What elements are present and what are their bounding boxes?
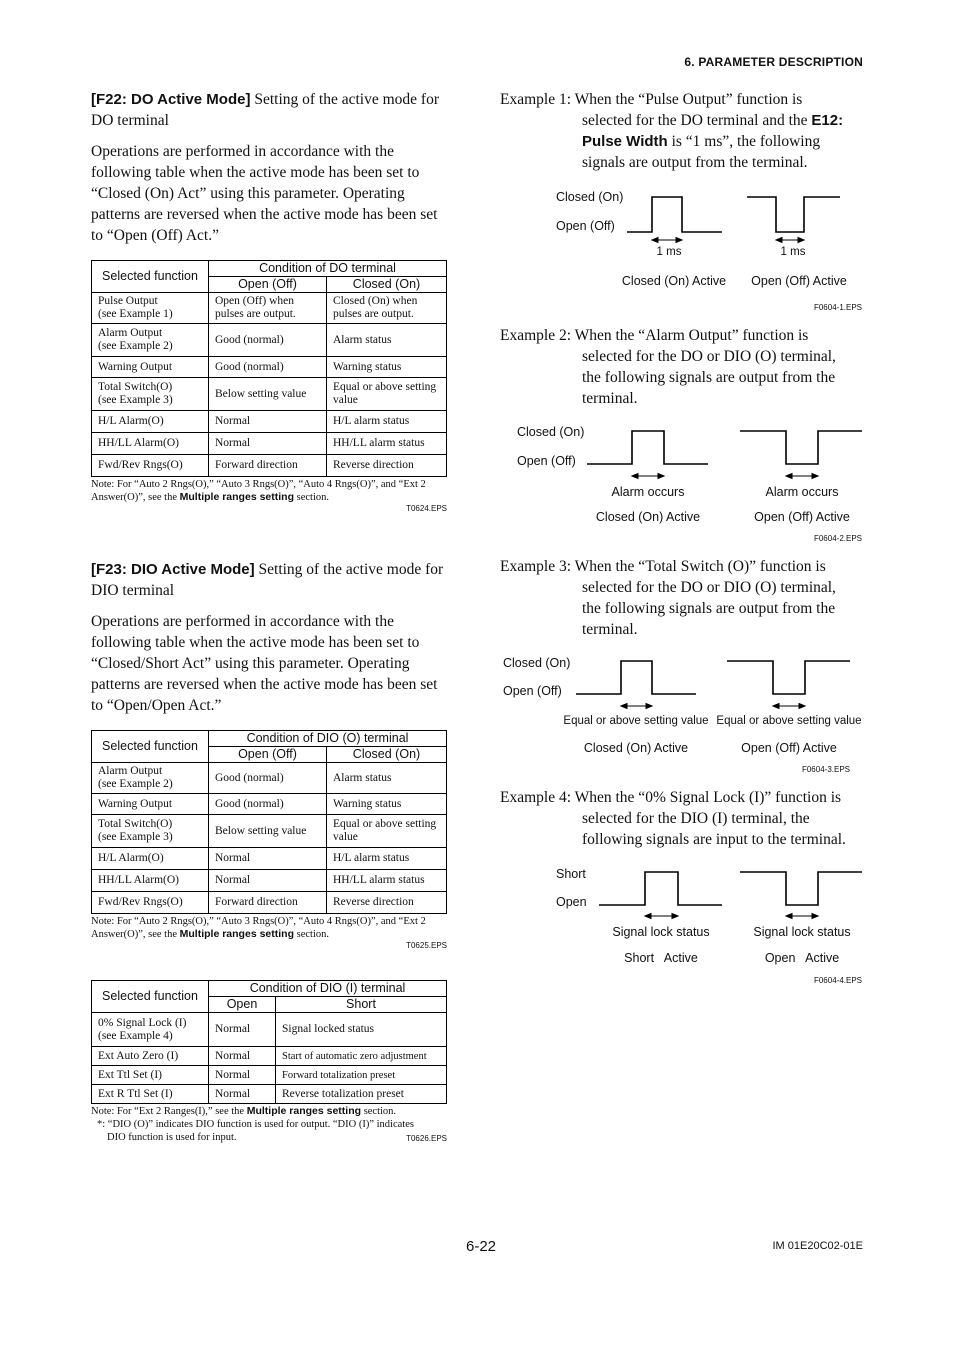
cell-col-b: Warning status: [327, 357, 447, 378]
example-3-line-1: Example 3: When the “Total Switch (O)” function is: [500, 558, 826, 575]
table-header-condition: Condition of DIO (O) terminal: [209, 731, 447, 747]
cell-function: HH/LL Alarm(O): [92, 433, 209, 455]
cell-function: Total Switch(O) (see Example 3): [92, 815, 209, 848]
table-header-selected: Selected function: [92, 981, 209, 1013]
note-text: Note: For “Auto 2 Rngs(O),” “Auto 3 Rngs(O)”, “Auto 4 Rngs(O)”, and “Ext 2 Answer(O)”, see the: [91, 916, 426, 940]
table-header-col-a: Open (Off): [209, 277, 327, 293]
cell-function: Alarm Output (see Example 2): [92, 763, 209, 794]
example-1-caption-closed: Closed (On) Active: [621, 274, 727, 288]
page-number: 6-22: [466, 1238, 497, 1255]
example-3-line-4: terminal.: [582, 621, 638, 638]
cell-col-b: Start of automatic zero adjustment: [276, 1047, 447, 1066]
cell-function: Warning Output: [92, 357, 209, 378]
cell-function: Pulse Output (see Example 1): [92, 293, 209, 324]
example-1-line-3-text: is “1 ms”, the following: [667, 133, 821, 150]
example-2-line-4: terminal.: [582, 390, 638, 407]
dio-i-note2: *: “DIO (O)” indicates DIO function is used for output. “DIO (I)” indicates DIO function is used for input.: [97, 1119, 414, 1143]
cell-col-b: Signal locked status: [276, 1013, 447, 1047]
example-2-closed-label: Closed (On): [517, 425, 585, 439]
f23-eps-label: T0625.EPS: [406, 941, 447, 950]
f23-title: [F23: DIO Active Mode]: [91, 561, 255, 578]
example-3-open-label: Open (Off): [503, 684, 562, 698]
example-1-width-label-2: 1 ms: [780, 246, 806, 258]
cell-col-a: Good (normal): [209, 324, 327, 357]
example-1-param-code: E12:: [811, 112, 844, 129]
example-4-caption-short: Short Active: [624, 951, 698, 965]
example-4-event-label-2: Signal lock status: [753, 925, 851, 939]
cell-col-a: Normal: [209, 411, 327, 433]
example-1-param-name: Pulse Width: [582, 133, 668, 150]
example-3-eps-label: F0604-3.EPS: [801, 765, 850, 774]
example-4-event-label-1: Signal lock status: [612, 925, 710, 939]
cell-function: H/L Alarm(O): [92, 848, 209, 870]
cell-col-a: Normal: [209, 848, 327, 870]
example-1-line-2-text: selected for the DO terminal and the: [582, 112, 812, 129]
example-3-caption-open: Open (Off) Active: [741, 741, 837, 755]
cell-col-b: HH/LL alarm status: [327, 870, 447, 892]
cell-function: Ext Auto Zero (I): [92, 1047, 209, 1066]
example-2-event-label-1: Alarm occurs: [611, 485, 685, 499]
example-2-caption-closed: Closed (On) Active: [595, 510, 701, 524]
cell-col-a: Normal: [209, 1066, 276, 1085]
table-header-col-b: Closed (On): [327, 747, 447, 763]
example-3-line-3: the following signals are output from the: [582, 600, 836, 617]
cell-col-a: Below setting value: [209, 815, 327, 848]
f22-eps-label: T0624.EPS: [406, 504, 447, 513]
cell-col-b: H/L alarm status: [327, 411, 447, 433]
cell-col-a: Normal: [209, 870, 327, 892]
cell-col-a: Good (normal): [209, 794, 327, 815]
example-2-line-3: the following signals are output from the: [582, 369, 836, 386]
example-4-open-label: Open: [556, 895, 587, 909]
example-4-line-3: following signals are input to the terminal.: [582, 831, 846, 848]
note-suffix: section.: [294, 929, 329, 940]
cell-function: Ext R Ttl Set (I): [92, 1085, 209, 1104]
example-2-event-label-2: Alarm occurs: [765, 485, 839, 499]
note-text: Note: For “Ext 2 Ranges(I),” see the: [91, 1106, 247, 1117]
cell-col-a: Normal: [209, 1013, 276, 1047]
example-3-caption-closed: Closed (On) Active: [583, 741, 689, 755]
cell-col-a: Good (normal): [209, 763, 327, 794]
cell-col-b: Warning status: [327, 794, 447, 815]
note-bold: Multiple ranges setting: [246, 1105, 362, 1117]
cell-col-a: Good (normal): [209, 357, 327, 378]
document-id: IM 01E20C02-01E: [772, 1240, 863, 1252]
example-4-short-label: Short: [556, 867, 586, 881]
f22-title-rest: Setting of the active mode for DO terminal: [91, 91, 439, 129]
cell-function: Fwd/Rev Rngs(O): [92, 455, 209, 477]
cell-function: Alarm Output (see Example 2): [92, 324, 209, 357]
cell-function: Total Switch(O) (see Example 3): [92, 378, 209, 411]
example-1-open-label: Open (Off): [556, 219, 615, 233]
cell-function: H/L Alarm(O): [92, 411, 209, 433]
example-1-closed-label: Closed (On): [556, 190, 624, 204]
cell-function: Fwd/Rev Rngs(O): [92, 892, 209, 914]
table-header-col-b: Short: [276, 997, 447, 1013]
table-header-col-a: Open: [209, 997, 276, 1013]
cell-col-b: Alarm status: [327, 324, 447, 357]
cell-col-a: Forward direction: [209, 455, 327, 477]
example-1-width-label-1: 1 ms: [656, 246, 682, 258]
cell-col-b: Equal or above setting value: [327, 378, 447, 411]
example-1-line-1: Example 1: When the “Pulse Output” function is: [500, 91, 803, 108]
cell-col-b: Reverse direction: [327, 892, 447, 914]
cell-function: HH/LL Alarm(O): [92, 870, 209, 892]
example-1-line-4: signals are output from the terminal.: [582, 154, 808, 171]
example-4-line-2: selected for the DIO (I) terminal, the: [582, 810, 810, 827]
note-text: Note: For “Auto 2 Rngs(O),” “Auto 3 Rngs(O)”, “Auto 4 Rngs(O)”, and “Ext 2 Answer(O)”, see the: [91, 479, 426, 503]
cell-col-b: Forward totalization preset: [276, 1066, 447, 1085]
f23-paragraph: Operations are performed in accordance with the following table when the active mode has been set to “Closed/Short Act” using this parameter. Operating patterns are reversed when the active mode has been set to “Open/Open Act.”: [91, 613, 438, 714]
example-3-line-2: selected for the DO or DIO (O) terminal,: [582, 579, 836, 596]
cell-col-b: HH/LL alarm status: [327, 433, 447, 455]
example-3-event-label-2: Equal or above setting value: [716, 715, 862, 727]
cell-function: Ext Ttl Set (I): [92, 1066, 209, 1085]
table-header-col-b: Closed (On): [327, 277, 447, 293]
f22-paragraph: Operations are performed in accordance with the following table when the active mode has been set to “Closed (On) Act” using this parameter. Operating patterns are reversed when the active mode has been set to “Open (Off) Act.”: [91, 143, 438, 244]
f23-title-rest: Setting of the active mode for DIO terminal: [91, 561, 444, 599]
example-1-caption-open: Open (Off) Active: [751, 274, 847, 288]
note-bold: Multiple ranges setting: [179, 491, 294, 503]
example-4-eps-label: F0604-4.EPS: [813, 976, 862, 985]
example-2-eps-label: F0604-2.EPS: [813, 534, 862, 543]
cell-col-b: Alarm status: [327, 763, 447, 794]
cell-function: 0% Signal Lock (I) (see Example 4): [92, 1013, 209, 1047]
table-header-selected: Selected function: [92, 731, 209, 763]
note-suffix: section.: [361, 1106, 397, 1117]
f22-title: [F22: DO Active Mode]: [91, 91, 251, 108]
table-header-condition: Condition of DO terminal: [209, 261, 447, 277]
cell-function: Warning Output: [92, 794, 209, 815]
example-3-closed-label: Closed (On): [503, 656, 571, 670]
cell-col-a: Open (Off) when pulses are output.: [209, 293, 327, 324]
table-header-condition: Condition of DIO (I) terminal: [209, 981, 447, 997]
table-header-col-a: Open (Off): [209, 747, 327, 763]
cell-col-b: Reverse direction: [327, 455, 447, 477]
example-2-line-1: Example 2: When the “Alarm Output” function is: [500, 327, 809, 344]
note-suffix: section.: [294, 492, 329, 503]
dio-i-eps-label: T0626.EPS: [406, 1134, 447, 1143]
cell-col-a: Forward direction: [209, 892, 327, 914]
note-bold: Multiple ranges setting: [179, 928, 294, 940]
example-2-caption-open: Open (Off) Active: [754, 510, 850, 524]
table-header-selected: Selected function: [92, 261, 209, 293]
example-2-open-label: Open (Off): [517, 454, 576, 468]
example-4-line-1: Example 4: When the “0% Signal Lock (I)” function is: [500, 789, 842, 806]
example-3-event-label-1: Equal or above setting value: [563, 715, 709, 727]
cell-col-b: Reverse totalization preset: [276, 1085, 447, 1104]
cell-col-a: Below setting value: [209, 378, 327, 411]
cell-col-b: Equal or above setting value: [327, 815, 447, 848]
example-2-line-2: selected for the DO or DIO (O) terminal,: [582, 348, 836, 365]
cell-col-a: Normal: [209, 1085, 276, 1104]
section-header: 6. PARAMETER DESCRIPTION: [684, 55, 863, 69]
example-4-caption-open: Open Active: [764, 951, 840, 965]
example-1-eps-label: F0604-1.EPS: [813, 303, 862, 312]
cell-col-b: Closed (On) when pulses are output.: [327, 293, 447, 324]
cell-col-a: Normal: [209, 1047, 276, 1066]
cell-col-a: Normal: [209, 433, 327, 455]
cell-col-b: H/L alarm status: [327, 848, 447, 870]
